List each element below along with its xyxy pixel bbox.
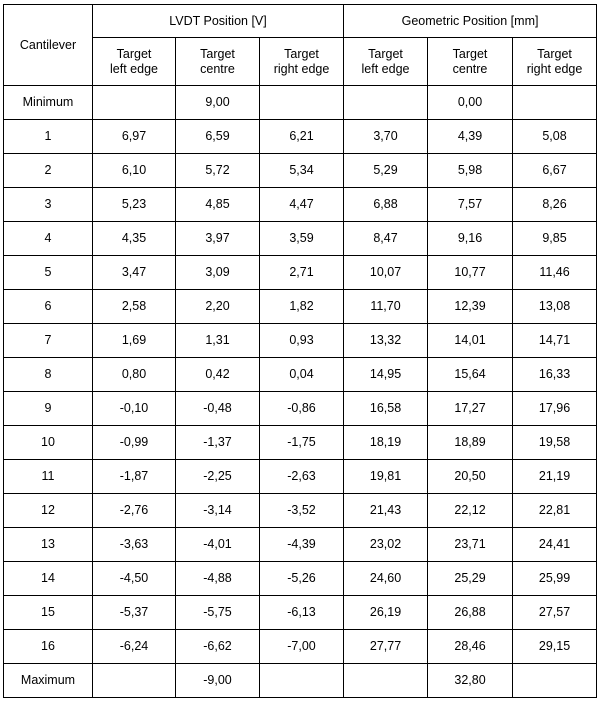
geometric-right-edge-cell: 6,67 [513, 154, 597, 188]
geometric-right-edge-cell: 9,85 [513, 222, 597, 256]
table-row [4, 460, 597, 494]
lvdt-right-edge-cell: 5,34 [260, 154, 344, 188]
geometric-right-edge-cell: 24,41 [513, 528, 597, 562]
geometric-right-edge-cell: 16,33 [513, 358, 597, 392]
cantilever-label: 15 [4, 596, 93, 630]
geometric-right-edge-cell: 19,58 [513, 426, 597, 460]
geometric-left-edge-cell: 8,47 [344, 222, 428, 256]
table-row [4, 86, 597, 120]
lvdt-centre-header [176, 38, 260, 86]
header-line: Target [537, 46, 572, 61]
geometric-centre-header [428, 38, 513, 86]
group-header-row [4, 5, 597, 38]
geometric-left-edge-cell [344, 664, 428, 698]
cantilever-label: 6 [4, 290, 93, 324]
table-row [4, 494, 597, 528]
geometric-left-edge-cell: 14,95 [344, 358, 428, 392]
lvdt-left-edge-cell: -5,37 [93, 596, 176, 630]
geometric-centre-cell: 22,12 [428, 494, 513, 528]
geometric-centre-cell: 23,71 [428, 528, 513, 562]
lvdt-left-edge-cell: 5,23 [93, 188, 176, 222]
lvdt-centre-cell: 0,42 [176, 358, 260, 392]
geometric-centre-cell: 12,39 [428, 290, 513, 324]
table-row [4, 222, 597, 256]
table-row [4, 528, 597, 562]
table-row [4, 120, 597, 154]
geometric-left-edge-cell: 6,88 [344, 188, 428, 222]
lvdt-right-edge-cell: 0,04 [260, 358, 344, 392]
cantilever-label: 9 [4, 392, 93, 426]
lvdt-right-edge-cell: 0,93 [260, 324, 344, 358]
cantilever-position-table [3, 4, 597, 698]
lvdt-centre-cell: -6,62 [176, 630, 260, 664]
geometric-right-edge-cell [513, 86, 597, 120]
geometric-centre-cell: 32,80 [428, 664, 513, 698]
geometric-centre-cell: 26,88 [428, 596, 513, 630]
geometric-left-edge-cell: 27,77 [344, 630, 428, 664]
header-line: Target [116, 46, 152, 61]
header-line: centre [200, 61, 235, 76]
cantilever-label: 16 [4, 630, 93, 664]
geometric-left-edge-cell: 13,32 [344, 324, 428, 358]
cantilever-label: Minimum [4, 86, 93, 120]
lvdt-left-edge-cell: -4,50 [93, 562, 176, 596]
lvdt-centre-cell: -5,75 [176, 596, 260, 630]
table-row [4, 188, 597, 222]
header-line: Target [368, 46, 403, 61]
lvdt-right-edge-cell: -2,63 [260, 460, 344, 494]
geometric-right-edge-header [513, 38, 597, 86]
header-line: right edge [526, 61, 583, 76]
geometric-centre-cell: 10,77 [428, 256, 513, 290]
cantilever-label: 14 [4, 562, 93, 596]
geometric-centre-cell: 9,16 [428, 222, 513, 256]
lvdt-centre-cell: -2,25 [176, 460, 260, 494]
table-row [4, 256, 597, 290]
lvdt-right-edge-cell: 4,47 [260, 188, 344, 222]
header-line: centre [452, 61, 488, 76]
geometric-centre-cell: 25,29 [428, 562, 513, 596]
lvdt-left-edge-cell: 0,80 [93, 358, 176, 392]
geometric-centre-cell: 4,39 [428, 120, 513, 154]
cantilever-column-header: Cantilever [4, 5, 93, 86]
table-row [4, 358, 597, 392]
sub-header-row [4, 38, 597, 86]
cantilever-label: 10 [4, 426, 93, 460]
geometric-left-edge-cell: 26,19 [344, 596, 428, 630]
geometric-right-edge-cell: 14,71 [513, 324, 597, 358]
table-row [4, 324, 597, 358]
cantilever-label: 2 [4, 154, 93, 188]
header-line: Target [452, 46, 488, 61]
lvdt-right-edge-cell [260, 664, 344, 698]
geometric-centre-cell: 17,27 [428, 392, 513, 426]
cantilever-label: 5 [4, 256, 93, 290]
geometric-left-edge-cell: 23,02 [344, 528, 428, 562]
lvdt-right-edge-cell: 1,82 [260, 290, 344, 324]
geometric-centre-cell: 28,46 [428, 630, 513, 664]
cantilever-label: 8 [4, 358, 93, 392]
lvdt-left-edge-cell: 3,47 [93, 256, 176, 290]
header-line: Target [284, 46, 319, 61]
cantilever-label: 1 [4, 120, 93, 154]
lvdt-centre-cell: 2,20 [176, 290, 260, 324]
lvdt-centre-cell: -1,37 [176, 426, 260, 460]
lvdt-left-edge-cell: -0,99 [93, 426, 176, 460]
cantilever-label: 4 [4, 222, 93, 256]
lvdt-right-edge-cell: -7,00 [260, 630, 344, 664]
lvdt-centre-cell: 5,72 [176, 154, 260, 188]
geometric-left-edge-cell: 18,19 [344, 426, 428, 460]
lvdt-centre-cell: -0,48 [176, 392, 260, 426]
cantilever-label: 3 [4, 188, 93, 222]
lvdt-centre-cell: -9,00 [176, 664, 260, 698]
lvdt-left-edge-cell: 6,10 [93, 154, 176, 188]
lvdt-right-edge-cell: 6,21 [260, 120, 344, 154]
lvdt-left-edge-cell: 1,69 [93, 324, 176, 358]
cantilever-label: 11 [4, 460, 93, 494]
geometric-centre-cell: 18,89 [428, 426, 513, 460]
geometric-position-group-header: Geometric Position [mm] [344, 5, 597, 38]
lvdt-left-edge-cell: -3,63 [93, 528, 176, 562]
geometric-right-edge-cell: 21,19 [513, 460, 597, 494]
lvdt-centre-cell: 3,09 [176, 256, 260, 290]
lvdt-left-edge-cell: -1,87 [93, 460, 176, 494]
geometric-centre-cell: 20,50 [428, 460, 513, 494]
cantilever-label: Maximum [4, 664, 93, 698]
table-body [4, 5, 597, 698]
table-row [4, 562, 597, 596]
lvdt-centre-cell: 4,85 [176, 188, 260, 222]
table-row [4, 426, 597, 460]
geometric-left-edge-header [344, 38, 428, 86]
lvdt-right-edge-header [260, 38, 344, 86]
geometric-right-edge-cell: 13,08 [513, 290, 597, 324]
geometric-left-edge-cell [344, 86, 428, 120]
geometric-left-edge-cell: 16,58 [344, 392, 428, 426]
lvdt-left-edge-cell [93, 86, 176, 120]
geometric-centre-cell: 0,00 [428, 86, 513, 120]
header-line: Target [200, 46, 235, 61]
table-row [4, 596, 597, 630]
geometric-right-edge-cell: 22,81 [513, 494, 597, 528]
lvdt-right-edge-cell: -0,86 [260, 392, 344, 426]
header-line: left edge [110, 61, 158, 76]
geometric-left-edge-cell: 11,70 [344, 290, 428, 324]
lvdt-left-edge-cell [93, 664, 176, 698]
table-row [4, 630, 597, 664]
lvdt-right-edge-cell: -6,13 [260, 596, 344, 630]
lvdt-right-edge-cell: -4,39 [260, 528, 344, 562]
lvdt-right-edge-cell: -5,26 [260, 562, 344, 596]
geometric-left-edge-cell: 5,29 [344, 154, 428, 188]
lvdt-right-edge-cell: -3,52 [260, 494, 344, 528]
lvdt-left-edge-cell: 6,97 [93, 120, 176, 154]
geometric-left-edge-cell: 24,60 [344, 562, 428, 596]
lvdt-left-edge-cell: 2,58 [93, 290, 176, 324]
lvdt-left-edge-header [93, 38, 176, 86]
lvdt-left-edge-cell: 4,35 [93, 222, 176, 256]
geometric-right-edge-cell: 27,57 [513, 596, 597, 630]
lvdt-right-edge-cell [260, 86, 344, 120]
header-line: left edge [361, 61, 410, 76]
geometric-right-edge-cell: 11,46 [513, 256, 597, 290]
geometric-right-edge-cell: 17,96 [513, 392, 597, 426]
geometric-centre-cell: 15,64 [428, 358, 513, 392]
lvdt-centre-cell: 3,97 [176, 222, 260, 256]
geometric-right-edge-cell [513, 664, 597, 698]
lvdt-centre-cell: -3,14 [176, 494, 260, 528]
lvdt-centre-cell: 1,31 [176, 324, 260, 358]
geometric-right-edge-cell: 8,26 [513, 188, 597, 222]
cantilever-label: 12 [4, 494, 93, 528]
lvdt-position-group-header: LVDT Position [V] [93, 5, 344, 38]
geometric-right-edge-cell: 29,15 [513, 630, 597, 664]
geometric-left-edge-cell: 3,70 [344, 120, 428, 154]
geometric-centre-cell: 14,01 [428, 324, 513, 358]
lvdt-left-edge-cell: -2,76 [93, 494, 176, 528]
geometric-centre-cell: 5,98 [428, 154, 513, 188]
geometric-left-edge-cell: 10,07 [344, 256, 428, 290]
table-row [4, 664, 597, 698]
table-row [4, 154, 597, 188]
cantilever-label: 7 [4, 324, 93, 358]
geometric-left-edge-cell: 19,81 [344, 460, 428, 494]
cantilever-label: 13 [4, 528, 93, 562]
lvdt-left-edge-cell: -0,10 [93, 392, 176, 426]
geometric-right-edge-cell: 5,08 [513, 120, 597, 154]
lvdt-left-edge-cell: -6,24 [93, 630, 176, 664]
lvdt-centre-cell: 9,00 [176, 86, 260, 120]
lvdt-right-edge-cell: -1,75 [260, 426, 344, 460]
header-line: right edge [273, 61, 330, 76]
geometric-left-edge-cell: 21,43 [344, 494, 428, 528]
table-row [4, 392, 597, 426]
lvdt-centre-cell: 6,59 [176, 120, 260, 154]
lvdt-right-edge-cell: 2,71 [260, 256, 344, 290]
geometric-centre-cell: 7,57 [428, 188, 513, 222]
lvdt-right-edge-cell: 3,59 [260, 222, 344, 256]
table-row [4, 290, 597, 324]
lvdt-centre-cell: -4,88 [176, 562, 260, 596]
lvdt-centre-cell: -4,01 [176, 528, 260, 562]
geometric-right-edge-cell: 25,99 [513, 562, 597, 596]
